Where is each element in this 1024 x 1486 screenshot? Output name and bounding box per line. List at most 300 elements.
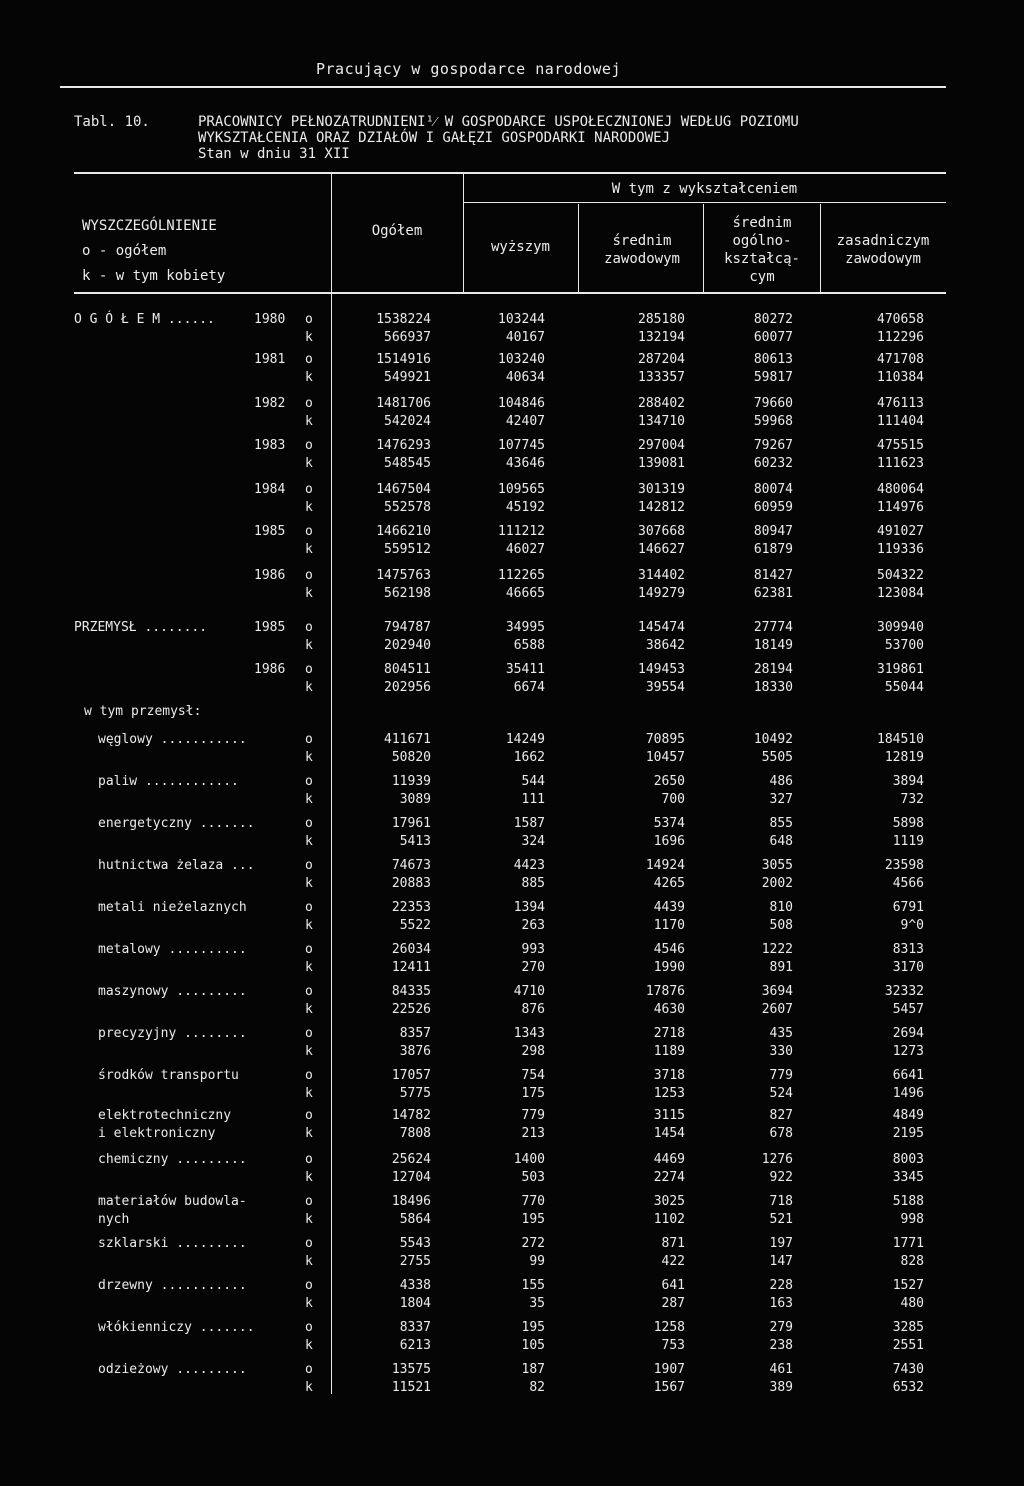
value-total: 202956	[384, 680, 431, 695]
value-secondary-vocational: 4439	[653, 900, 685, 915]
value-basic-vocational: 1273	[892, 1044, 924, 1059]
value-secondary-general: 80272	[753, 312, 793, 327]
value-secondary-vocational: 700	[661, 792, 685, 807]
value-higher: 993	[521, 942, 545, 957]
value-secondary-vocational: 70895	[645, 732, 685, 747]
col-header-higher: wyższym	[490, 239, 550, 255]
value-secondary-vocational: 641	[661, 1278, 685, 1293]
value-secondary-vocational: 314402	[638, 568, 685, 583]
value-basic-vocational: 475515	[877, 438, 924, 453]
row-o-k-marker: k	[305, 1212, 313, 1227]
value-secondary-general: 779	[769, 1068, 793, 1083]
row-o-k-marker: o	[305, 1320, 313, 1335]
row-o-k-marker: k	[305, 1002, 313, 1017]
col-divider-3	[578, 204, 579, 292]
row-sub-label: precyzyjny ........	[98, 1026, 247, 1041]
row-o-k-marker: k	[305, 542, 313, 557]
value-higher: 35411	[505, 662, 545, 677]
value-total: 804511	[384, 662, 431, 677]
value-total: 25624	[391, 1152, 431, 1167]
value-basic-vocational: 4849	[892, 1108, 924, 1123]
row-o-k-marker: o	[305, 662, 313, 677]
col-header-secondary-general: średnim ogólno- kształcą- cym	[724, 215, 800, 285]
value-secondary-general: 147	[769, 1254, 793, 1269]
row-o-k-marker: o	[305, 1278, 313, 1293]
table-row	[0, 1362, 1024, 1380]
value-secondary-vocational: 132194	[638, 330, 685, 345]
row-o-k-marker: o	[305, 858, 313, 873]
value-secondary-general: 228	[769, 1278, 793, 1293]
table-number: Tabl. 10.	[74, 114, 150, 130]
value-secondary-vocational: 149279	[638, 586, 685, 601]
value-basic-vocational: 1496	[892, 1086, 924, 1101]
value-higher: 6588	[513, 638, 545, 653]
value-secondary-vocational: 3718	[653, 1068, 685, 1083]
value-secondary-vocational: 287204	[638, 352, 685, 367]
value-higher: 155	[521, 1278, 545, 1293]
value-higher: 272	[521, 1236, 545, 1251]
value-basic-vocational: 732	[900, 792, 924, 807]
value-total: 22526	[391, 1002, 431, 1017]
value-basic-vocational: 111404	[877, 414, 924, 429]
row-label: PRZEMYSŁ ........	[74, 620, 208, 635]
value-basic-vocational: 309940	[877, 620, 924, 635]
table-row	[0, 816, 1024, 834]
table-row	[0, 732, 1024, 750]
value-secondary-general: 81427	[753, 568, 793, 583]
value-secondary-vocational: 287	[661, 1296, 685, 1311]
value-secondary-general: 18149	[753, 638, 793, 653]
row-o-k-marker: o	[305, 1026, 313, 1041]
table-row	[0, 1068, 1024, 1086]
table-row	[0, 1212, 1024, 1230]
value-secondary-vocational: 422	[661, 1254, 685, 1269]
value-secondary-general: 59968	[753, 414, 793, 429]
row-o-k-marker: o	[305, 482, 313, 497]
row-year: 1986	[254, 568, 286, 583]
row-o-k-marker: k	[305, 834, 313, 849]
row-sub-label: i elektroniczny	[98, 1126, 216, 1141]
row-o-k-marker: k	[305, 1338, 313, 1353]
value-total: 20883	[391, 876, 431, 891]
value-total: 11939	[391, 774, 431, 789]
table-row	[0, 638, 1024, 656]
value-basic-vocational: 5457	[892, 1002, 924, 1017]
value-total: 84335	[391, 984, 431, 999]
row-o-k-marker: k	[305, 638, 313, 653]
value-total: 8337	[399, 1320, 431, 1335]
row-sub-label: drzewny ...........	[98, 1278, 247, 1293]
value-secondary-general: 3694	[761, 984, 793, 999]
value-basic-vocational: 9^0	[900, 918, 924, 933]
value-basic-vocational: 110384	[877, 370, 924, 385]
col-header-basic-vocational: zasadniczym zawodowym	[836, 233, 930, 267]
value-total: 549921	[384, 370, 431, 385]
table-row	[0, 620, 1024, 638]
table-row	[0, 370, 1024, 388]
value-total: 562198	[384, 586, 431, 601]
value-higher: 1587	[513, 816, 545, 831]
value-total: 12411	[391, 960, 431, 975]
value-total: 3089	[399, 792, 431, 807]
value-total: 7808	[399, 1126, 431, 1141]
value-higher: 503	[521, 1170, 545, 1185]
row-sub-label: maszynowy .........	[98, 984, 247, 999]
value-basic-vocational: 7430	[892, 1362, 924, 1377]
value-higher: 270	[521, 960, 545, 975]
value-secondary-vocational: 1907	[653, 1362, 685, 1377]
value-secondary-general: 10492	[753, 732, 793, 747]
row-o-k-marker: k	[305, 1044, 313, 1059]
value-secondary-general: 524	[769, 1086, 793, 1101]
value-secondary-general: 648	[769, 834, 793, 849]
table-row	[0, 1296, 1024, 1314]
value-secondary-general: 197	[769, 1236, 793, 1251]
value-secondary-general: 60077	[753, 330, 793, 345]
value-secondary-vocational: 2274	[653, 1170, 685, 1185]
value-basic-vocational: 3285	[892, 1320, 924, 1335]
row-o-k-marker: o	[305, 1194, 313, 1209]
value-higher: 46027	[505, 542, 545, 557]
table-row	[0, 1026, 1024, 1044]
table-row	[0, 1278, 1024, 1296]
value-higher: 109565	[498, 482, 545, 497]
top-rule	[60, 86, 946, 88]
value-basic-vocational: 12819	[884, 750, 924, 765]
table-row	[0, 1338, 1024, 1356]
value-higher: 45192	[505, 500, 545, 515]
table-row	[0, 942, 1024, 960]
value-total: 794787	[384, 620, 431, 635]
value-basic-vocational: 1771	[892, 1236, 924, 1251]
value-higher: 35	[529, 1296, 545, 1311]
value-basic-vocational: 4566	[892, 876, 924, 891]
row-o-k-marker: o	[305, 312, 313, 327]
value-higher: 213	[521, 1126, 545, 1141]
table-row	[0, 834, 1024, 852]
row-year: 1985	[254, 620, 286, 635]
value-basic-vocational: 6791	[892, 900, 924, 915]
section-sub-label: w tym przemysł:	[84, 704, 202, 719]
value-secondary-vocational: 134710	[638, 414, 685, 429]
row-o-k-marker: k	[305, 500, 313, 515]
value-secondary-general: 508	[769, 918, 793, 933]
value-higher: 111212	[498, 524, 545, 539]
value-higher: 99	[529, 1254, 545, 1269]
row-o-k-marker: o	[305, 1236, 313, 1251]
value-higher: 1394	[513, 900, 545, 915]
value-secondary-vocational: 4630	[653, 1002, 685, 1017]
row-o-k-marker: k	[305, 960, 313, 975]
row-o-k-marker: k	[305, 1254, 313, 1269]
value-secondary-general: 80613	[753, 352, 793, 367]
row-sub-label: materiałów budowla-	[98, 1194, 247, 1209]
value-basic-vocational: 480064	[877, 482, 924, 497]
value-secondary-vocational: 14924	[645, 858, 685, 873]
row-o-k-marker: k	[305, 370, 313, 385]
value-total: 1804	[399, 1296, 431, 1311]
value-secondary-general: 238	[769, 1338, 793, 1353]
table-row	[0, 500, 1024, 518]
table-row	[0, 542, 1024, 560]
value-secondary-general: 59817	[753, 370, 793, 385]
table-row	[0, 960, 1024, 978]
value-total: 14782	[391, 1108, 431, 1123]
row-o-k-marker: k	[305, 792, 313, 807]
row-o-k-marker: o	[305, 942, 313, 957]
value-secondary-vocational: 1567	[653, 1380, 685, 1395]
value-basic-vocational: 828	[900, 1254, 924, 1269]
value-secondary-vocational: 4546	[653, 942, 685, 957]
row-o-k-marker: o	[305, 774, 313, 789]
value-higher: 40167	[505, 330, 545, 345]
table-row	[0, 438, 1024, 456]
col-header-total: Ogółem	[371, 223, 423, 239]
table-row	[0, 1086, 1024, 1104]
value-basic-vocational: 32332	[884, 984, 924, 999]
value-secondary-vocational: 39554	[645, 680, 685, 695]
value-basic-vocational: 1119	[892, 834, 924, 849]
header-bottom-rule	[74, 292, 946, 294]
value-secondary-vocational: 1189	[653, 1044, 685, 1059]
value-secondary-general: 80074	[753, 482, 793, 497]
value-total: 3876	[399, 1044, 431, 1059]
value-basic-vocational: 491027	[877, 524, 924, 539]
value-total: 1475763	[376, 568, 431, 583]
value-secondary-general: 80947	[753, 524, 793, 539]
value-total: 11521	[391, 1380, 431, 1395]
row-sub-label: metalowy ..........	[98, 942, 247, 957]
table-row	[0, 680, 1024, 698]
table-row	[0, 900, 1024, 918]
row-o-k-marker: k	[305, 1296, 313, 1311]
running-head: Pracujący w gospodarce narodowej	[316, 60, 621, 78]
value-secondary-general: 521	[769, 1212, 793, 1227]
row-o-k-marker: o	[305, 396, 313, 411]
table-row	[0, 1002, 1024, 1020]
value-total: 17057	[391, 1068, 431, 1083]
value-higher: 4710	[513, 984, 545, 999]
value-basic-vocational: 998	[900, 1212, 924, 1227]
value-higher: 754	[521, 1068, 545, 1083]
table-row	[0, 774, 1024, 792]
value-secondary-general: 486	[769, 774, 793, 789]
row-o-k-marker: k	[305, 1126, 313, 1141]
group-rule	[463, 202, 946, 203]
row-o-k-marker: o	[305, 1362, 313, 1377]
value-total: 4338	[399, 1278, 431, 1293]
value-secondary-general: 891	[769, 960, 793, 975]
col-header-secondary-vocational: średnim zawodowym	[604, 233, 680, 267]
value-secondary-general: 79660	[753, 396, 793, 411]
value-basic-vocational: 8003	[892, 1152, 924, 1167]
value-total: 18496	[391, 1194, 431, 1209]
value-basic-vocational: 476113	[877, 396, 924, 411]
value-secondary-general: 1276	[761, 1152, 793, 1167]
value-secondary-general: 718	[769, 1194, 793, 1209]
value-secondary-vocational: 2718	[653, 1026, 685, 1041]
value-secondary-general: 279	[769, 1320, 793, 1335]
value-higher: 187	[521, 1362, 545, 1377]
value-total: 5864	[399, 1212, 431, 1227]
header-top-rule	[74, 172, 946, 174]
value-secondary-vocational: 307668	[638, 524, 685, 539]
value-secondary-vocational: 3025	[653, 1194, 685, 1209]
value-secondary-general: 855	[769, 816, 793, 831]
value-secondary-vocational: 3115	[653, 1108, 685, 1123]
value-higher: 324	[521, 834, 545, 849]
value-secondary-vocational: 4469	[653, 1152, 685, 1167]
table-row	[0, 586, 1024, 604]
value-basic-vocational: 3170	[892, 960, 924, 975]
value-total: 411671	[384, 732, 431, 747]
value-higher: 770	[521, 1194, 545, 1209]
value-secondary-general: 810	[769, 900, 793, 915]
table-row	[0, 1320, 1024, 1338]
value-secondary-vocational: 2650	[653, 774, 685, 789]
value-secondary-vocational: 288402	[638, 396, 685, 411]
value-secondary-vocational: 1696	[653, 834, 685, 849]
value-higher: 263	[521, 918, 545, 933]
row-sub-label: chemiczny .........	[98, 1152, 247, 1167]
row-o-k-marker: k	[305, 586, 313, 601]
value-secondary-general: 163	[769, 1296, 793, 1311]
value-total: 566937	[384, 330, 431, 345]
value-secondary-vocational: 1258	[653, 1320, 685, 1335]
table-row	[0, 750, 1024, 768]
value-higher: 4423	[513, 858, 545, 873]
value-secondary-vocational: 301319	[638, 482, 685, 497]
value-basic-vocational: 2551	[892, 1338, 924, 1353]
value-secondary-general: 1222	[761, 942, 793, 957]
row-o-k-marker: k	[305, 876, 313, 891]
stub-header-title: WYSZCZEGÓLNIENIE	[82, 218, 217, 234]
row-year: 1985	[254, 524, 286, 539]
row-sub-label: energetyczny .......	[98, 816, 255, 831]
value-basic-vocational: 6641	[892, 1068, 924, 1083]
value-higher: 104846	[498, 396, 545, 411]
value-basic-vocational: 23598	[884, 858, 924, 873]
table-row	[0, 1152, 1024, 1170]
table-row	[0, 918, 1024, 936]
row-sub-label: metali nieżelaznych	[98, 900, 247, 915]
value-total: 1481706	[376, 396, 431, 411]
value-total: 548545	[384, 456, 431, 471]
value-total: 1476293	[376, 438, 431, 453]
value-secondary-general: 389	[769, 1380, 793, 1395]
row-sub-label: hutnictwa żelaza ...	[98, 858, 255, 873]
table-row	[0, 1194, 1024, 1212]
value-higher: 111	[521, 792, 545, 807]
col-header-group: W tym z wykształceniem	[611, 181, 798, 197]
value-secondary-general: 2002	[761, 876, 793, 891]
value-secondary-general: 330	[769, 1044, 793, 1059]
table-row	[0, 984, 1024, 1002]
value-basic-vocational: 5188	[892, 1194, 924, 1209]
value-secondary-general: 3055	[761, 858, 793, 873]
value-total: 1538224	[376, 312, 431, 327]
value-secondary-vocational: 871	[661, 1236, 685, 1251]
value-basic-vocational: 123084	[877, 586, 924, 601]
value-basic-vocational: 480	[900, 1296, 924, 1311]
value-secondary-vocational: 10457	[645, 750, 685, 765]
value-basic-vocational: 319861	[877, 662, 924, 677]
value-secondary-general: 18330	[753, 680, 793, 695]
value-secondary-general: 79267	[753, 438, 793, 453]
value-basic-vocational: 3345	[892, 1170, 924, 1185]
title-line-2: WYKSZTAŁCENIA ORAZ DZIAŁÓW I GAŁĘZI GOSPODARKI NARODOWEJ	[198, 130, 671, 146]
value-secondary-general: 5505	[761, 750, 793, 765]
table-row	[0, 1108, 1024, 1126]
table-row	[0, 662, 1024, 680]
table-row	[0, 352, 1024, 370]
value-total: 6213	[399, 1338, 431, 1353]
value-secondary-vocational: 1253	[653, 1086, 685, 1101]
value-basic-vocational: 111623	[877, 456, 924, 471]
value-higher: 103244	[498, 312, 545, 327]
value-secondary-general: 60232	[753, 456, 793, 471]
row-o-k-marker: o	[305, 1152, 313, 1167]
value-higher: 779	[521, 1108, 545, 1123]
value-higher: 46665	[505, 586, 545, 601]
row-o-k-marker: k	[305, 330, 313, 345]
table-row	[0, 1170, 1024, 1188]
value-secondary-vocational: 139081	[638, 456, 685, 471]
row-sub-label: odzieżowy .........	[98, 1362, 247, 1377]
value-higher: 195	[521, 1212, 545, 1227]
value-secondary-vocational: 38642	[645, 638, 685, 653]
value-secondary-vocational: 753	[661, 1338, 685, 1353]
value-secondary-general: 327	[769, 792, 793, 807]
value-total: 22353	[391, 900, 431, 915]
value-higher: 14249	[505, 732, 545, 747]
value-secondary-vocational: 17876	[645, 984, 685, 999]
table-row	[0, 876, 1024, 894]
row-sub-label: środków transportu	[98, 1068, 239, 1083]
value-total: 1466210	[376, 524, 431, 539]
table-row	[0, 414, 1024, 432]
value-secondary-general: 461	[769, 1362, 793, 1377]
stub-header	[82, 214, 225, 289]
value-higher: 40634	[505, 370, 545, 385]
value-secondary-vocational: 145474	[638, 620, 685, 635]
value-basic-vocational: 119336	[877, 542, 924, 557]
value-secondary-general: 2607	[761, 1002, 793, 1017]
row-o-k-marker: k	[305, 1170, 313, 1185]
row-o-k-marker: o	[305, 984, 313, 999]
row-o-k-marker: o	[305, 900, 313, 915]
row-sub-label: włókienniczy .......	[98, 1320, 255, 1335]
table-row	[0, 312, 1024, 330]
table-row	[0, 524, 1024, 542]
row-o-k-marker: k	[305, 456, 313, 471]
value-total: 559512	[384, 542, 431, 557]
stub-header-o: o - ogółem	[82, 243, 167, 259]
row-o-k-marker: o	[305, 732, 313, 747]
value-higher: 298	[521, 1044, 545, 1059]
value-total: 5522	[399, 918, 431, 933]
value-secondary-general: 28194	[753, 662, 793, 677]
value-total: 552578	[384, 500, 431, 515]
row-sub-label: elektrotechniczny	[98, 1108, 232, 1123]
value-basic-vocational: 3894	[892, 774, 924, 789]
table-row	[0, 1126, 1024, 1144]
value-total: 5413	[399, 834, 431, 849]
value-basic-vocational: 5898	[892, 816, 924, 831]
value-higher: 544	[521, 774, 545, 789]
value-higher: 42407	[505, 414, 545, 429]
value-basic-vocational: 6532	[892, 1380, 924, 1395]
